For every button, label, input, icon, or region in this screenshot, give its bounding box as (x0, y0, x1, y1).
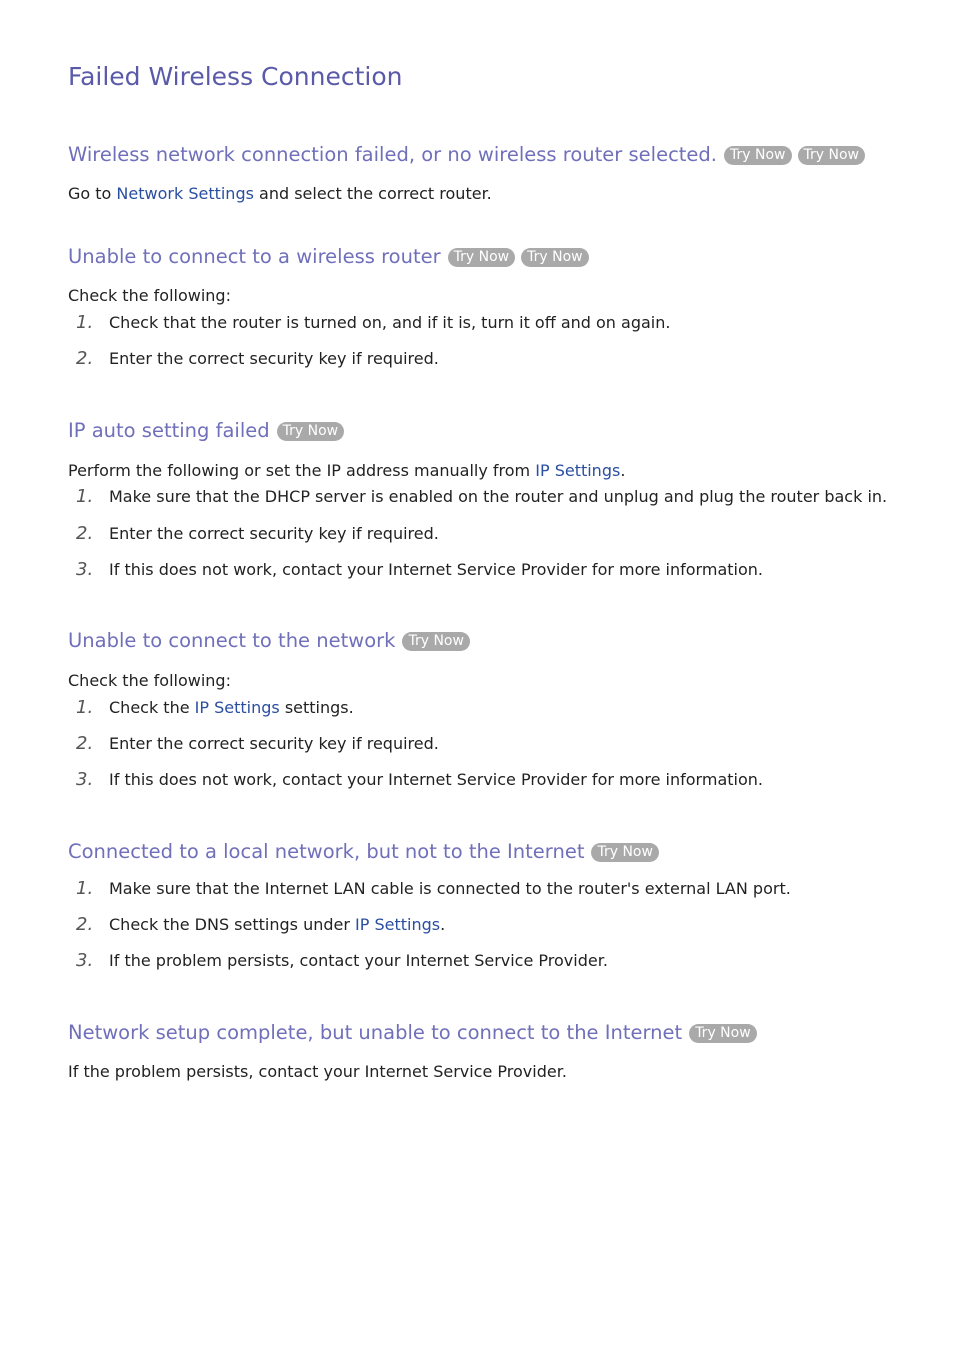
try-now-button[interactable]: Try Now (402, 632, 469, 651)
section-heading (68, 142, 898, 168)
try-now-button[interactable]: Try Now (798, 146, 865, 165)
step-text: If this does not work, contact your Internet Service Provider for more information. (109, 770, 763, 789)
section-intro (68, 184, 492, 204)
intro-text: and select the correct router. (253, 184, 492, 203)
step-number: 3. (76, 769, 94, 790)
section-heading-text: Wireless network connection failed, or no wireless router selected. (68, 143, 718, 166)
page-title: Failed Wireless Connection (68, 62, 403, 91)
intro-text: Go to (68, 184, 117, 203)
step-number: 2. (76, 733, 94, 754)
section-heading-text: IP auto setting failed (68, 419, 270, 442)
step-text-part: Check the DNS settings under (109, 915, 356, 934)
section-unable-router (68, 244, 898, 369)
step-number: 1. (76, 486, 94, 507)
section-heading-text: Connected to a local network, but not to the Internet (68, 840, 585, 863)
section-intro: Check the following: (68, 671, 231, 690)
section-intro: Check the following: (68, 286, 231, 305)
intro-text: Perform the following or set the IP address manually from (68, 461, 536, 480)
step-text-part: . (440, 915, 446, 934)
step-number: 2. (76, 914, 94, 935)
intro-text: . (620, 461, 626, 480)
section-heading-text: Network setup complete, but unable to connect to the Internet (68, 1021, 683, 1044)
ip-settings-link[interactable]: IP Settings (535, 461, 621, 480)
try-now-button[interactable]: Try Now (277, 422, 344, 441)
try-now-button[interactable]: Try Now (689, 1024, 756, 1043)
step-text: Enter the correct security key if required. (109, 349, 439, 368)
step-number: 1. (76, 697, 94, 718)
step-text: If the problem persists, contact your Internet Service Provider. (109, 951, 608, 970)
try-now-button[interactable]: Try Now (521, 248, 588, 267)
try-now-button[interactable]: Try Now (724, 146, 791, 165)
network-settings-link[interactable]: Network Settings (116, 184, 254, 203)
step-text: Check that the router is turned on, and if it is, turn it off and on again. (109, 313, 671, 332)
section-heading (68, 1020, 898, 1046)
step-text-part: Check the (109, 698, 195, 717)
step-text: Make sure that the DHCP server is enabled on the router and unplug and plug the router back in. (109, 487, 888, 506)
section-intro (68, 461, 625, 481)
step-number: 2. (76, 523, 94, 544)
section-setup-complete (68, 1020, 898, 1081)
step-text (109, 915, 445, 935)
ip-settings-link[interactable]: IP Settings (355, 915, 441, 934)
section-unable-network (68, 628, 898, 790)
try-now-button[interactable]: Try Now (448, 248, 515, 267)
step-text: If this does not work, contact your Internet Service Provider for more information. (109, 560, 763, 579)
step-text: Enter the correct security key if required. (109, 734, 439, 753)
step-number: 3. (76, 559, 94, 580)
step-text: Make sure that the Internet LAN cable is connected to the router's external LAN port. (109, 879, 791, 898)
try-now-button[interactable]: Try Now (591, 843, 658, 862)
step-text (109, 698, 354, 718)
step-number: 1. (76, 312, 94, 333)
section-heading (68, 418, 898, 444)
step-text-part: settings. (279, 698, 354, 717)
section-ip-auto-failed (68, 418, 898, 580)
section-heading (68, 628, 898, 654)
section-heading (68, 839, 898, 865)
step-number: 1. (76, 878, 94, 899)
ip-settings-link[interactable]: IP Settings (194, 698, 280, 717)
section-heading-text: Unable to connect to the network (68, 629, 396, 652)
section-intro: If the problem persists, contact your Internet Service Provider. (68, 1062, 567, 1081)
section-heading-text: Unable to connect to a wireless router (68, 245, 441, 268)
step-number: 2. (76, 348, 94, 369)
section-wireless-failed (68, 142, 898, 203)
section-local-not-internet (68, 839, 898, 971)
section-heading (68, 244, 898, 270)
step-text: Enter the correct security key if required. (109, 524, 439, 543)
step-number: 3. (76, 950, 94, 971)
